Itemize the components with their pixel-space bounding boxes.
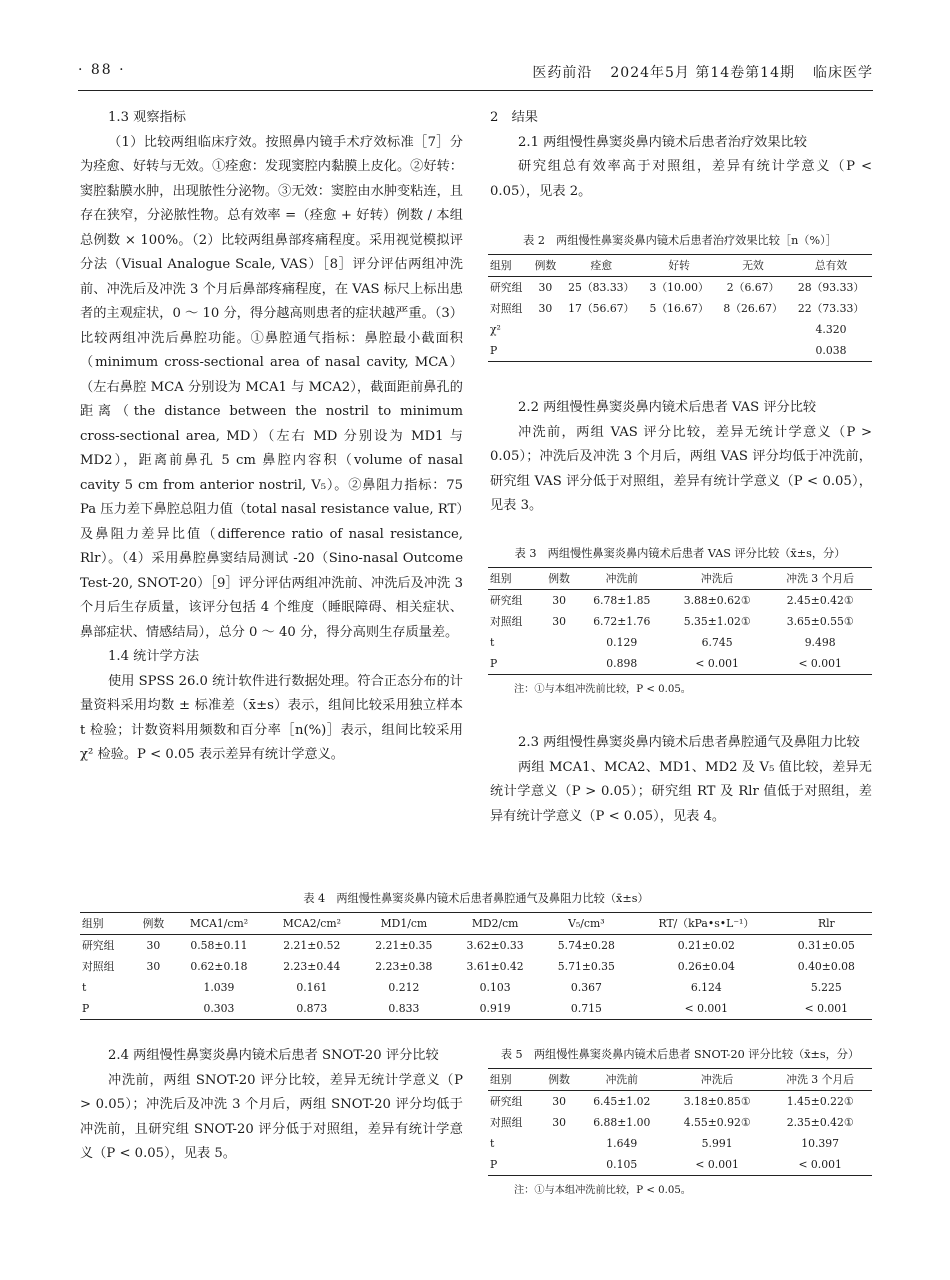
cell xyxy=(560,319,642,340)
table-row xyxy=(488,632,872,653)
paragraph-2-2: 冲洗前，两组 VAS 评分比较，差异无统计学意义（P > 0.05）；冲洗后及冲洗 3 个月后，两组 VAS 评分均低于冲洗前，研究组 VAS 评分低于对照组，差异有统计学意义（P < 0.05），见表 3。 xyxy=(490,424,872,513)
header-cell: 冲洗后 xyxy=(666,1069,768,1091)
cell: 0.21±0.02 xyxy=(677,939,735,952)
cell xyxy=(642,319,716,340)
cell xyxy=(134,998,172,1020)
cell: 1.039 xyxy=(203,981,235,994)
cell xyxy=(530,340,560,362)
cell: 9.498 xyxy=(804,636,836,649)
header-cell: 好转 xyxy=(642,255,716,277)
table-row xyxy=(80,956,872,977)
cell: 对照组 xyxy=(490,302,523,315)
cell: 3.88±0.62① xyxy=(683,594,751,607)
table-row xyxy=(488,1112,872,1133)
table-3-caption: 表 3 两组慢性鼻窦炎鼻内镜术后患者 VAS 评分比较（x̄±s，分） xyxy=(514,547,846,560)
table-row xyxy=(80,998,872,1020)
cell: 5.71±0.35 xyxy=(557,960,615,973)
heading-2-2: 2.2 两组慢性鼻窦炎鼻内镜术后患者 VAS 评分比较 xyxy=(518,400,817,415)
heading-1-3: 1.3 观察指标 xyxy=(108,110,186,125)
cell: 30 xyxy=(538,302,553,315)
cell: 对照组 xyxy=(82,960,115,973)
cell: 6.72±1.76 xyxy=(593,615,651,628)
table-5-grid xyxy=(488,1068,872,1176)
cell: 0.105 xyxy=(606,1158,638,1171)
cell: 4.55±0.92① xyxy=(683,1116,751,1129)
table-row xyxy=(488,340,872,362)
header-cell: MD1/cm xyxy=(358,913,449,935)
header-cell: 组别 xyxy=(488,255,530,277)
table-4-caption: 表 4 两组慢性鼻窦炎鼻内镜术后患者鼻腔通气及鼻阻力比较（x̄±s） xyxy=(303,892,649,905)
table-row xyxy=(80,977,872,998)
table-row xyxy=(488,590,872,612)
header-cell: MCA1/cm² xyxy=(173,913,266,935)
cell: 5（16.67） xyxy=(649,302,709,315)
cell: 30 xyxy=(552,1116,566,1129)
cell: t xyxy=(490,1137,495,1150)
cell xyxy=(642,340,716,362)
cell: t xyxy=(490,636,495,649)
table-4-grid xyxy=(80,912,872,1020)
cell: P xyxy=(490,657,498,670)
header-cell: 冲洗前 xyxy=(578,1069,666,1091)
cell: < 0.001 xyxy=(798,657,842,670)
header-cell: 冲洗 3 个月后 xyxy=(768,568,872,590)
page-number: · 88 · xyxy=(78,62,126,78)
header-cell: 例数 xyxy=(530,255,560,277)
header-cell: 冲洗 3 个月后 xyxy=(768,1069,872,1091)
cell: 0.038 xyxy=(815,344,847,357)
header-cell: 冲洗后 xyxy=(666,568,768,590)
paragraph-statistics: 使用 SPSS 26.0 统计软件进行数据处理。符合正态分布的计量资料采用均数 ± 标准差（x̄±s）表示，组间比较采用独立样本 t 检验；计数资料用频数和百分率［n(%)］表示，组间比较采用 χ² 检验。P < 0.05 表示差异有统计学意义。 xyxy=(80,673,463,762)
table-row xyxy=(488,653,872,675)
cell: 5.225 xyxy=(810,981,842,994)
cell: 2（6.67） xyxy=(726,281,780,294)
cell: 3.61±0.42 xyxy=(466,960,524,973)
cell: 0.833 xyxy=(388,1002,420,1015)
cell: P xyxy=(490,344,498,357)
cell: 6.78±1.85 xyxy=(593,594,651,607)
cell: 6.45±1.02 xyxy=(593,1095,651,1108)
heading-2-1: 2.1 两组慢性鼻窦炎鼻内镜术后患者治疗效果比较 xyxy=(518,134,807,150)
header-cell: 冲洗前 xyxy=(578,568,666,590)
header-cell: 例数 xyxy=(134,913,172,935)
paragraph-2-1: 研究组总有效率高于对照组，差异有统计学意义（P < 0.05），见表 2。 xyxy=(490,159,872,199)
header-cell: MD2/cm xyxy=(450,913,541,935)
cell: 0.40±0.08 xyxy=(797,960,855,973)
cell: 对照组 xyxy=(490,615,523,628)
header-cell: 无效 xyxy=(716,255,790,277)
cell: < 0.001 xyxy=(695,657,739,670)
journal-issue: 2024年5月 第14卷第14期 xyxy=(610,65,795,81)
cell: 10.397 xyxy=(801,1137,840,1150)
cell: < 0.001 xyxy=(684,1002,729,1015)
cell: 研究组 xyxy=(82,939,115,952)
cell: 17（56.67） xyxy=(568,302,635,315)
cell: < 0.001 xyxy=(804,1002,849,1015)
cell: 28（93.33） xyxy=(797,281,865,294)
cell: 0.129 xyxy=(606,636,638,649)
cell: 2.35±0.42① xyxy=(786,1116,854,1129)
heading-1-4: 1.4 统计学方法 xyxy=(108,649,200,664)
table-3-note: 注：①与本组冲洗前比较，P < 0.05。 xyxy=(514,684,691,695)
cell: χ² xyxy=(490,323,501,336)
table-2-grid xyxy=(488,254,872,362)
table-header-row xyxy=(80,913,872,935)
cell: 3.18±0.85① xyxy=(683,1095,751,1108)
header-cell: V₅/cm³ xyxy=(541,913,632,935)
cell: 5.991 xyxy=(701,1137,733,1150)
cell xyxy=(541,632,578,653)
cell: 2.45±0.42① xyxy=(786,594,854,607)
cell: 研究组 xyxy=(490,1095,523,1108)
cell xyxy=(530,319,560,340)
header-cell: 组别 xyxy=(488,1069,541,1091)
cell: 0.212 xyxy=(388,981,420,994)
cell xyxy=(541,653,578,675)
cell: P xyxy=(490,1158,498,1171)
header-rule xyxy=(78,90,873,91)
header-cell: 痊愈 xyxy=(560,255,642,277)
table-row xyxy=(488,1133,872,1154)
header-cell: MCA2/cm² xyxy=(265,913,358,935)
table-row xyxy=(488,277,872,299)
paragraph-observation: （1）比较两组临床疗效。按照鼻内镜手术疗效标准［7］分为痊愈、好转与无效。①痊愈：发现窦腔内黏膜上皮化。②好转：窦腔黏膜水肿，出现脓性分泌物。③无效：窦腔由水肿变粘连，且存在狭窄，分泌脓性物。总有效率 =（痊愈 + 好转）例数 / 本组总例数 × 100%。（2）比较两组鼻部疼痛程度。采用视觉模拟评分法（Visual Analogue Scale, VAS）［8］评分评估两组冲洗前、冲洗后及冲洗 3 个月后鼻部疼痛程度，在 VAS 标尺上标出患者的主观症状，0 ～ 10 分，得分越高则患者的症状越严重。（3）比较两组冲洗后鼻腔功能。①鼻腔通气指标：鼻腔最小截面积（minimum cross-sectional area of nasal cavity, MCA）（左右鼻腔 MCA 分别设为 MCA1 与 MCA2），截面距前鼻孔的距离（the distance between the nostril to minimum cross-sectional area, MD）（左右 MD 分别设为 MD1 与 MD2），距离前鼻孔 5 cm 鼻腔内容积（volume of nasal cavity 5 cm from anterior nostril, V₅）。②鼻阻力指标：75 Pa 压力差下鼻腔总阻力值（total nasal resistance value, RT）及鼻阻力差异比值（difference ratio of nasal resistance, Rlr）。（4）采用鼻腔鼻窦结局测试 -20（Sino-nasal Outcome Test-20, SNOT-20）［9］评分评估两组冲洗前、冲洗后及冲洗 3 个月后生存质量，该评分包括 4 个维度（睡眠障碍、相关症状、鼻部症状、情感结局），总分 0 ～ 40 分，得分高则生存质量差。 xyxy=(80,134,463,640)
left-column xyxy=(80,106,463,768)
cell: 0.873 xyxy=(296,1002,328,1015)
cell: 2.23±0.38 xyxy=(375,960,433,973)
cell: 3.65±0.55① xyxy=(786,615,854,628)
table-row xyxy=(488,611,872,632)
cell: 0.62±0.18 xyxy=(190,960,248,973)
cell: 2.21±0.52 xyxy=(283,939,341,952)
cell: 0.898 xyxy=(606,657,638,670)
table-header-row xyxy=(488,1069,872,1091)
cell: 2.21±0.35 xyxy=(375,939,433,952)
table-2-caption: 表 2 两组慢性鼻窦炎鼻内镜术后患者治疗效果比较［n（%）］ xyxy=(523,234,837,247)
header-cell: 组别 xyxy=(80,913,134,935)
cell: 研究组 xyxy=(490,281,523,294)
cell: 6.745 xyxy=(701,636,733,649)
heading-2-4: 2.4 两组慢性鼻窦炎鼻内镜术后患者 SNOT-20 评分比较 xyxy=(108,1048,439,1063)
heading-2-3: 2.3 两组慢性鼻窦炎鼻内镜术后患者鼻腔通气及鼻阻力比较 xyxy=(518,735,860,750)
cell: P xyxy=(82,1002,90,1015)
header-cell: 组别 xyxy=(488,568,541,590)
header-cell: 总有效 xyxy=(790,255,872,277)
table-row xyxy=(488,298,872,319)
cell: 30 xyxy=(538,281,553,294)
cell: 0.367 xyxy=(570,981,602,994)
cell: 4.320 xyxy=(815,323,847,336)
cell: 22（73.33） xyxy=(797,302,865,315)
table-5-note: 注：①与本组冲洗前比较，P < 0.05。 xyxy=(514,1185,691,1196)
table-row xyxy=(488,1091,872,1113)
cell: 30 xyxy=(146,939,161,952)
table-row xyxy=(488,319,872,340)
cell: 3（10.00） xyxy=(649,281,709,294)
cell: 5.35±1.02① xyxy=(683,615,751,628)
cell: 6.124 xyxy=(690,981,722,994)
table-3 xyxy=(488,545,872,695)
table-header-row xyxy=(488,255,872,277)
cell: 0.161 xyxy=(296,981,328,994)
table-3-grid xyxy=(488,567,872,675)
table-row xyxy=(488,1154,872,1176)
cell: 1.649 xyxy=(606,1137,638,1150)
paragraph-2-3: 两组 MCA1、MCA2、MD1、MD2 及 V₅ 值比较，差异无统计学意义（P > 0.05）；研究组 RT 及 Rlr 值低于对照组，差异有统计学意义（P < 0.05），见表 4。 xyxy=(490,759,872,824)
header-cell: Rlr xyxy=(781,913,872,935)
cell: 6.88±1.00 xyxy=(593,1116,651,1129)
heading-2-results: 2 结果 xyxy=(490,110,538,125)
cell: 2.23±0.44 xyxy=(283,960,341,973)
cell: 0.303 xyxy=(203,1002,235,1015)
cell: 0.58±0.11 xyxy=(190,939,248,952)
cell: 1.45±0.22① xyxy=(786,1095,854,1108)
cell: 0.31±0.05 xyxy=(797,939,855,952)
paragraph-2-4: 冲洗前，两组 SNOT-20 评分比较，差异无统计学意义（P > 0.05）；冲洗后及冲洗 3 个月后，两组 SNOT-20 评分均低于冲洗前，且研究组 SNOT-20 评分低于对照组，差异有统计学意义（P < 0.05），见表 5。 xyxy=(80,1072,463,1161)
cell: 30 xyxy=(552,1095,566,1108)
cell xyxy=(541,1133,578,1154)
page-header xyxy=(78,62,873,86)
cell: 30 xyxy=(552,615,566,628)
journal-info xyxy=(514,62,873,82)
cell xyxy=(134,977,172,998)
right-column xyxy=(490,106,872,204)
cell: 0.103 xyxy=(479,981,511,994)
cell: 5.74±0.28 xyxy=(557,939,615,952)
cell: 0.26±0.04 xyxy=(677,960,735,973)
cell: 研究组 xyxy=(490,594,523,607)
cell xyxy=(716,340,790,362)
table-5 xyxy=(488,1046,872,1196)
header-cell: 例数 xyxy=(541,1069,578,1091)
header-cell: RT/（kPa•s•L⁻¹） xyxy=(632,913,781,935)
cell: 30 xyxy=(552,594,566,607)
cell xyxy=(716,319,790,340)
cell: 0.715 xyxy=(570,1002,602,1015)
table-header-row xyxy=(488,568,872,590)
cell: 30 xyxy=(146,960,161,973)
cell xyxy=(541,1154,578,1176)
journal-section: 临床医学 xyxy=(813,65,873,81)
cell: 25（83.33） xyxy=(568,281,635,294)
table-5-caption: 表 5 两组慢性鼻窦炎鼻内镜术后患者 SNOT-20 评分比较（x̄±s，分） xyxy=(500,1048,860,1061)
section-2-4 xyxy=(80,1044,463,1167)
cell: < 0.001 xyxy=(798,1158,842,1171)
table-4 xyxy=(80,890,872,1020)
cell xyxy=(560,340,642,362)
cell: 对照组 xyxy=(490,1116,523,1129)
cell: 0.919 xyxy=(479,1002,511,1015)
cell: t xyxy=(82,981,87,994)
journal-title: 医药前沿 xyxy=(532,65,593,81)
table-row xyxy=(80,935,872,957)
cell: 3.62±0.33 xyxy=(466,939,524,952)
section-2-3 xyxy=(490,731,872,829)
cell: 8（26.67） xyxy=(723,302,783,315)
cell: < 0.001 xyxy=(695,1158,739,1171)
table-2 xyxy=(488,232,872,362)
section-2-2 xyxy=(490,396,872,519)
header-cell: 例数 xyxy=(541,568,578,590)
